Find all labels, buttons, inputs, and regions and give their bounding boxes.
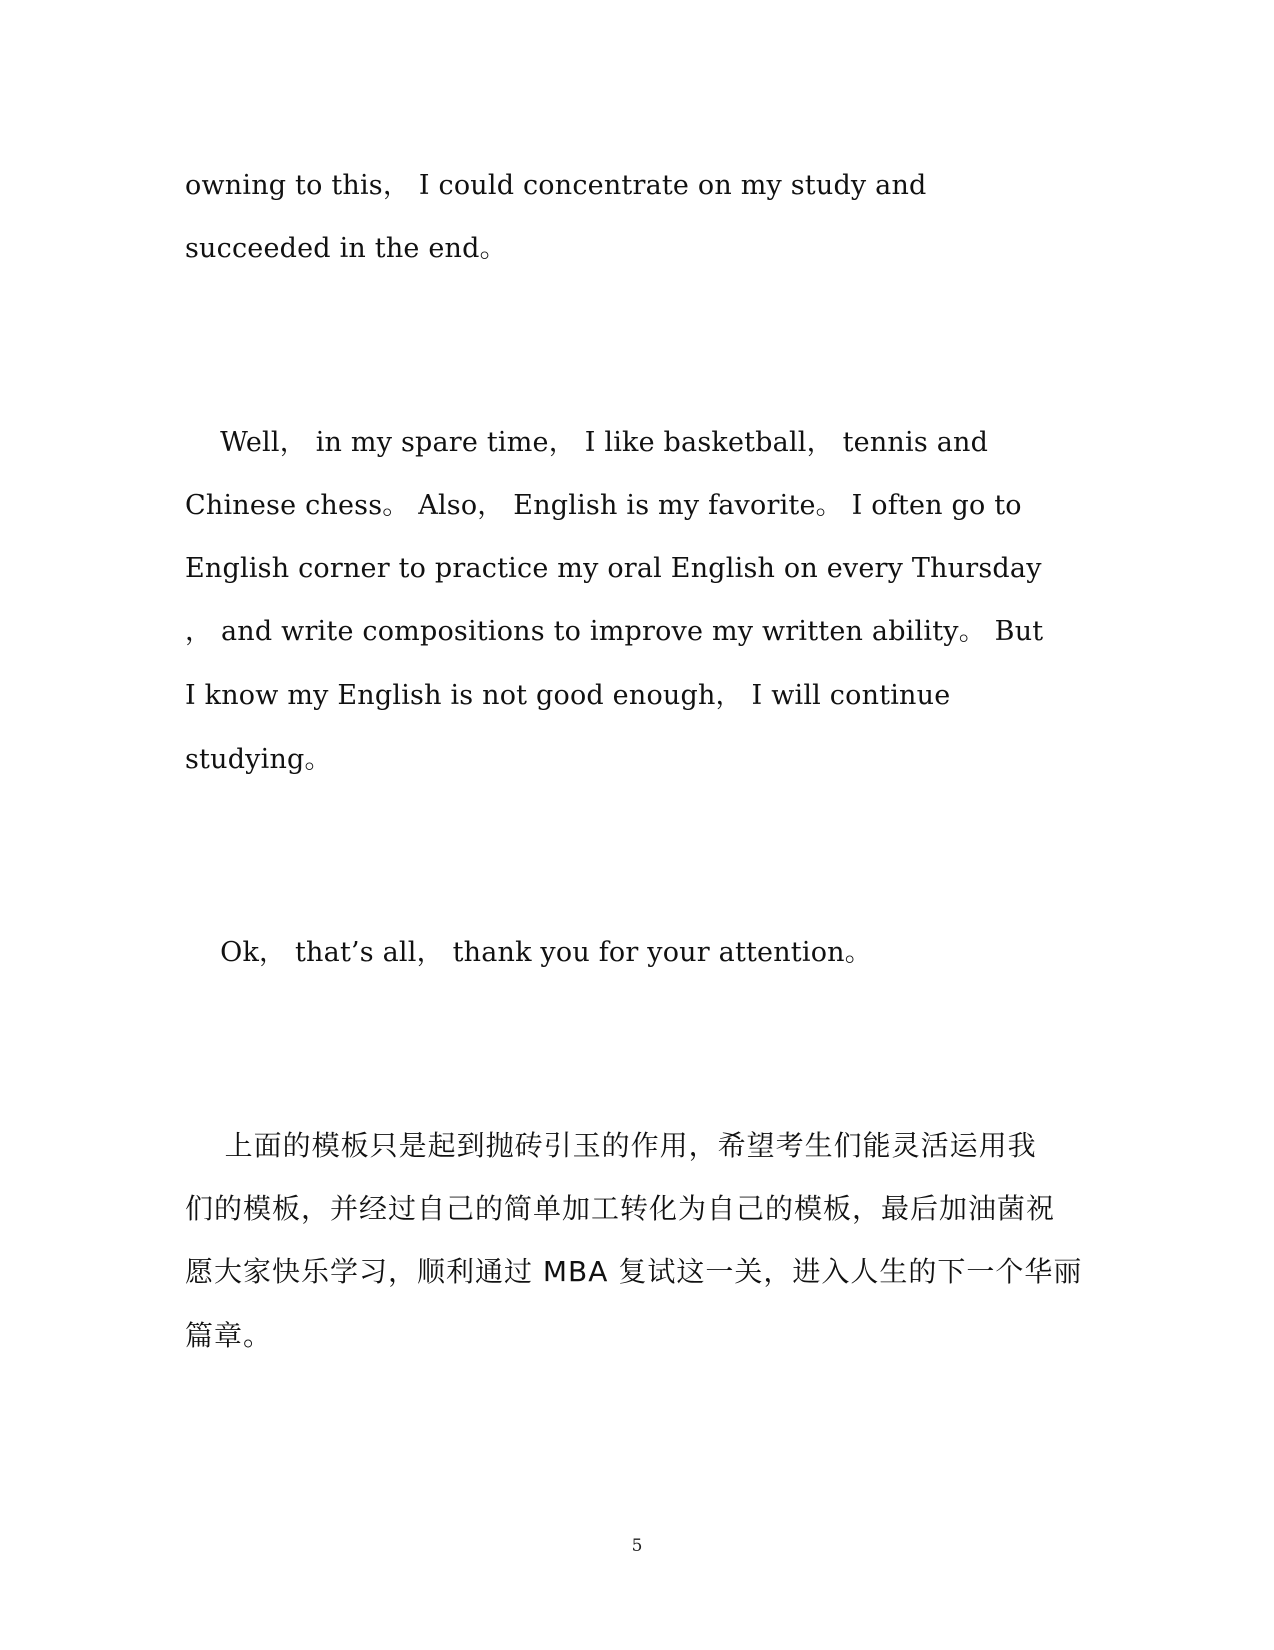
page-number: 5: [631, 1536, 643, 1556]
paragraph-3-line-1: Ok， that’s all， thank you for your attention。: [185, 937, 872, 968]
paragraph-2-line-4: ， and write compositions to improve my written ability。 But: [185, 616, 1044, 647]
paragraph-1-line-2: succeeded in the end。: [185, 233, 507, 264]
paragraph-2-line-3: English corner to practice my oral English on every Thursday: [185, 553, 1042, 584]
paragraph-2-line-1: Well， in my spare time， I like basketball， tennis and: [185, 427, 989, 458]
paragraph-4-line-1: 上面的模板只是起到抛砖引玉的作用，希望考生们能灵活运用我: [185, 1129, 1037, 1162]
paragraph-4-line-3: 愿大家快乐学习，顺利通过 MBA 复试这一关，进入人生的下一个华丽: [185, 1255, 1083, 1288]
paragraph-4-line-2: 们的模板，并经过自己的简单加工转化为自己的模板，最后加油菌祝: [185, 1192, 1056, 1225]
paragraph-4-line-4: 篇章。: [185, 1319, 273, 1352]
paragraph-1-line-1: owning to this， I could concentrate on my study and: [185, 170, 927, 201]
paragraph-2-line-5: I know my English is not good enough， I will continue: [185, 680, 951, 711]
paragraph-2-line-2: Chinese chess。 Also， English is my favorite。 I often go to: [185, 490, 1022, 521]
paragraph-2-line-6: studying。: [185, 744, 332, 775]
